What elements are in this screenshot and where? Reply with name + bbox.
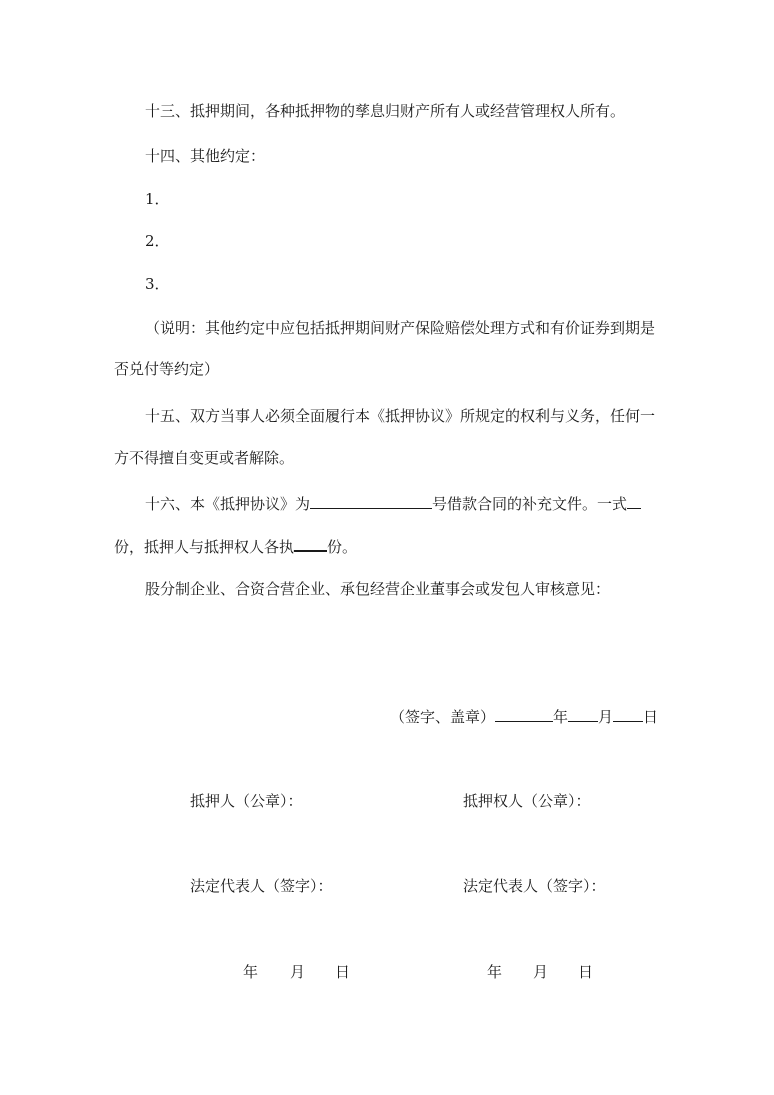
sign-day-blank[interactable] bbox=[613, 706, 643, 722]
contract-number-blank[interactable] bbox=[310, 493, 432, 509]
mortgagor-seal-label: 抵押人（公章）： bbox=[190, 792, 303, 810]
clause-15-line-1: 十五、双方当事人必须全面履行本《抵押协议》所规定的权利与义务，任何一 bbox=[145, 407, 656, 425]
clause-14: 十四、其他约定： bbox=[145, 147, 266, 165]
clause-16-text-b: 号借款合同的补充文件。一式 bbox=[432, 495, 628, 513]
sign-month-label: 月 bbox=[598, 708, 614, 726]
mortgagor-rep-label: 法定代表人（签字）： bbox=[190, 877, 333, 895]
mortgagor-year-label: 年 bbox=[243, 963, 259, 981]
clause-16-text-d: 份。 bbox=[327, 538, 358, 556]
note-line-1: （说明：其他约定中应包括抵押期间财产保险赔偿处理方式和有价证券到期是 bbox=[145, 319, 656, 337]
clause-16-line-1 bbox=[145, 493, 641, 514]
sign-month-blank[interactable] bbox=[568, 706, 598, 722]
mortgagor-month-label: 月 bbox=[290, 963, 306, 981]
copies-each-blank[interactable] bbox=[294, 535, 327, 552]
clause-14-item-2: 2． bbox=[145, 232, 170, 250]
mortgagee-seal-label: 抵押权人（公章）： bbox=[463, 792, 591, 810]
sign-year-blank[interactable] bbox=[495, 706, 553, 722]
sign-date-line bbox=[390, 706, 658, 727]
mortgagee-year-label: 年 bbox=[487, 963, 503, 981]
note-line-2: 否兑付等约定） bbox=[114, 360, 220, 378]
clause-14-item-3: 3． bbox=[145, 275, 170, 293]
sign-day-label: 日 bbox=[643, 708, 659, 726]
mortgagor-day-label: 日 bbox=[335, 963, 351, 981]
sign-seal-label: （签字、盖章） bbox=[390, 708, 496, 726]
clause-16-line-2 bbox=[114, 535, 357, 557]
review-opinion-label: 股分制企业、合资合营企业、承包经营企业董事会或发包人审核意见： bbox=[145, 580, 611, 598]
mortgagee-month-label: 月 bbox=[533, 963, 549, 981]
copies-total-blank[interactable] bbox=[627, 493, 641, 509]
clause-15-line-2: 方不得擅自变更或者解除。 bbox=[114, 449, 295, 467]
clause-16-text-a: 十六、本《抵押协议》为 bbox=[145, 495, 311, 513]
clause-13: 十三、抵押期间，各种抵押物的孳息归财产所有人或经营管理权人所有。 bbox=[145, 102, 626, 120]
clause-14-item-1: 1． bbox=[145, 190, 170, 208]
sign-year-label: 年 bbox=[553, 708, 569, 726]
mortgagee-day-label: 日 bbox=[578, 963, 594, 981]
clause-16-text-c: 份，抵押人与抵押权人各执 bbox=[114, 538, 295, 556]
mortgagee-rep-label: 法定代表人（签字）： bbox=[463, 877, 606, 895]
